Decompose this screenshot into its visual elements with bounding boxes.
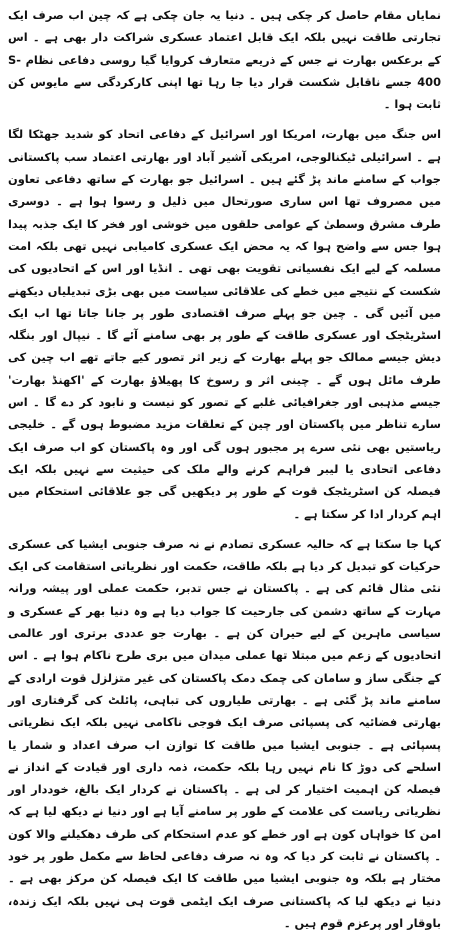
paragraph-1: نمایاں مقام حاصل کر چکی ہیں ۔ دنیا یہ جان چکی ہے کہ چین اب صرف ایک تجارتی طاقت نہیں بلکہ ایک قابل اعتماد عسکری شراکت دار بھی ہے ۔ اس کے برعکس بھارت نے جس کے ذریعے متعارف کروایا گیا روسی دفاعی نظام S-400 جسے ناقابل شکست قرار دیا جا رہا تھا اپنی کارکردگی سے مایوس کن ثابت ہوا ۔	[8, 8, 441, 112]
paragraph-2: اس جنگ میں بھارت، امریکا اور اسرائیل کے دفاعی اتحاد کو شدید جھٹکا لگا ہے ۔ اسرائیلی ٹیکنالوجی، امریکی آشیر آباد اور بھارتی اعتماد سب پاکستانی جواب کے سامنے ماند پڑ گئے ہیں ۔ اسرائیل جو بھارت کے ساتھ دفاعی تعاون میں مصروف تھا اس ساری صورتحال میں ذلیل و رسوا ہوا ہے ۔ دوسری طرف مشرق وسطیٰ کے عوامی حلقوں میں خوشی اور فخر کا ایک جذبہ پیدا ہوا جس سے واضح ہوا کہ یہ محض ایک عسکری کامیابی نہیں تھی بلکہ امت مسلمہ کے لیے ایک نفسیاتی تقویت بھی تھی ۔ انڈیا اور اس کے اتحادیوں کی شکست کے نتیجے میں خطے کی علاقائی سیاست میں بھی بڑی تبدیلیاں دیکھنے میں آئیں گی ۔ چین جو پہلے صرف اقتصادی طور پر جانا جاتا تھا اب ایک اسٹریٹجک اور عسکری طاقت کے طور پر بھی سامنے آئے گا ۔ نیپال اور بنگلہ دیش جیسے ممالک جو پہلے بھارت کے زیر اثر تصور کیے جاتے تھے اب چین کی طرف مائل ہوں گے ۔ چینی اثر و رسوخ کا پھیلاؤ بھارت کے 'اکھنڈ بھارت' جیسے مذہبی اور جغرافیائی غلبے کے تصور کو نیست و نابود کر دے گا ۔ اس سارے تناظر میں پاکستان اور چین کے تعلقات مزید مضبوط ہوں گے ۔ خلیجی ریاستیں بھی نئی سرے پر مجبور ہوں گی اور وہ پاکستان کو اب صرف ایک دفاعی اتحادی یا لیبر فراہم کرنے والے ملک کی حیثیت سے نہیں بلکہ ایک فیصلہ کن اسٹریٹجک قوت کے طور پر دیکھیں گی جو علاقائی استحکام میں اہم کردار ادا کر سکتا ہے ۔	[8, 127, 441, 521]
paragraph-3: کہا جا سکتا ہے کہ حالیہ عسکری تصادم نے نہ صرف جنوبی ایشیا کی عسکری حرکیات کو تبدیل کر دیا ہے بلکہ طاقت، حکمت اور نظریاتی استقامت کی ایک نئی مثال قائم کی ہے ۔ پاکستان نے جس تدبر، حکمت عملی اور پیشہ ورانہ مہارت کے ساتھ دشمن کی جارحیت کا جواب دیا ہے وہ دنیا بھر کے عسکری و سیاسی ماہرین کے لیے حیران کن ہے ۔ بھارت جو عددی برتری اور عالمی اتحادیوں کے زعم میں مبتلا تھا عملی میدان میں بری طرح ناکام ہوا ہے ۔ اس کے جنگی ساز و سامان کی چمک دمک پاکستان کی غیر متزلزل قوت ارادی کے سامنے ماند پڑ گئی ہے ۔ بھارتی طیاروں کی تباہی، پائلٹ کی گرفتاری اور بھارتی فضائیہ کی پسپائی صرف ایک فوجی ناکامی نہیں بلکہ ایک نظریاتی پسپائی ہے ۔ جنوبی ایشیا میں طاقت کا توازن اب صرف اعداد و شمار یا اسلحے کی دوڑ کا نام نہیں رہا بلکہ حکمت، ذمہ داری اور قیادت کے انداز نے فیصلہ کن اہمیت اختیار کر لی ہے ۔ پاکستان نے کردار ایک بالغ، خوددار اور نظریاتی ریاست کی علامت کے طور پر سامنے آیا ہے اور دنیا نے دیکھ لیا ہے کہ امن کا خواہاں کون ہے اور خطے کو عدم استحکام کی طرف دھکیلنے والا کون ۔ پاکستان نے ثابت کر دیا کہ وہ نہ صرف دفاعی لحاظ سے مکمل طور پر خود مختار ہے بلکہ وہ جنوبی ایشیا میں طاقت کا ایک فیصلہ کن مرکز بھی ہے ۔ دنیا نے دیکھ لیا کہ پاکستانی صرف ایک ایٹمی قوت ہی نہیں بلکہ ایک زندہ، باوقار اور پرعزم قوم ہیں ۔	[8, 536, 441, 930]
